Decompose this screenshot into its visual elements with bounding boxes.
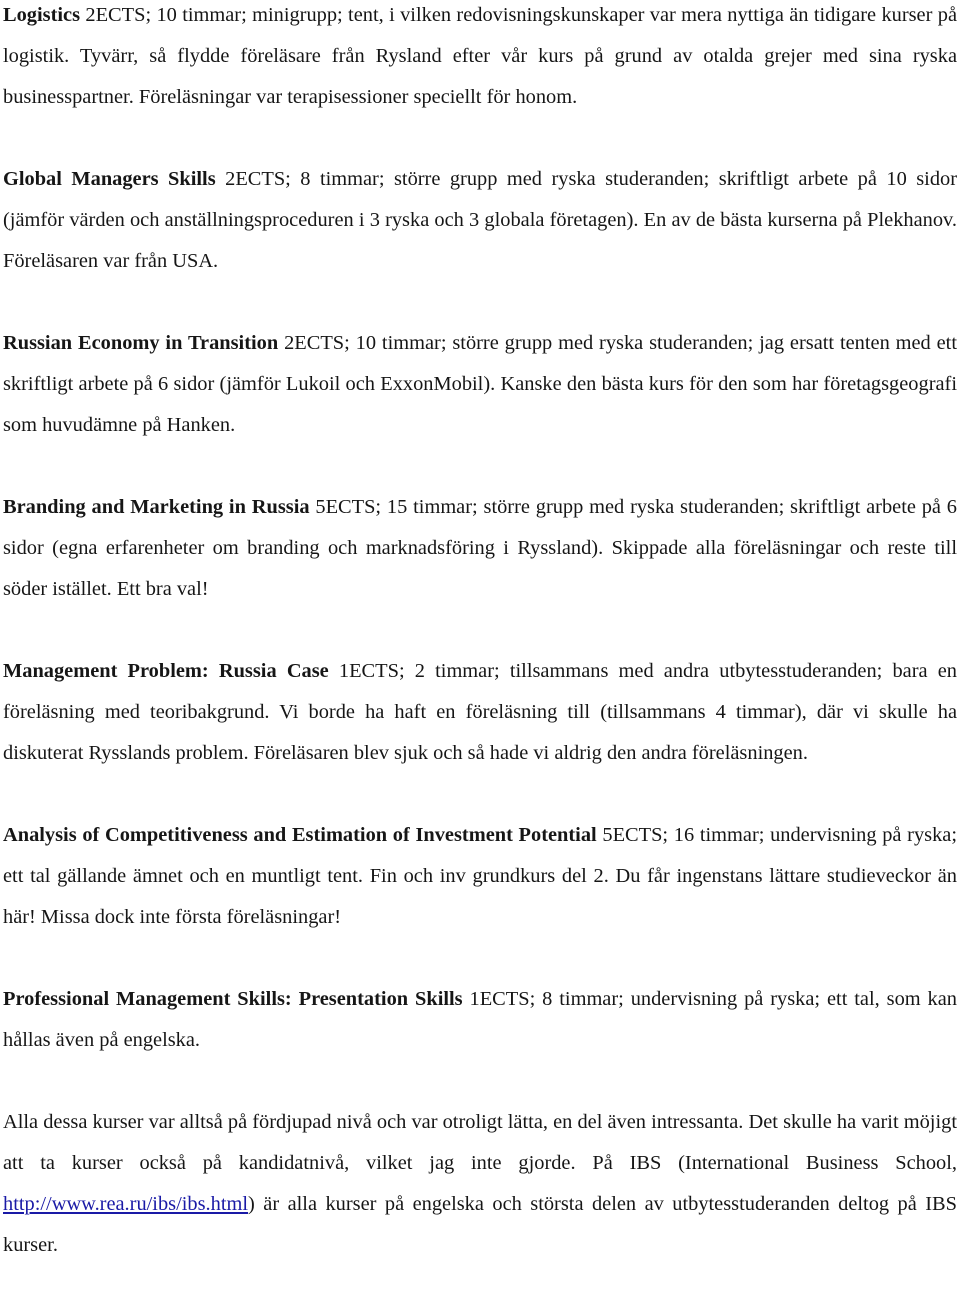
closing-text-after-link: ) är alla kurser på engelska och största delen av utbytesstuderanden deltog på IBS kurser. — [3, 1193, 957, 1256]
course-title: Russian Economy in Transition — [3, 332, 279, 354]
course-description: 5ECTS; 15 timmar; större grupp med ryska studeranden; skriftligt arbete på 6 sidor (egna erfarenheter om branding och marknadsföring i Ryssland). Skippade alla föreläsningar och reste till söder istället. Ett bra val! — [3, 496, 957, 600]
course-paragraph-branding-marketing — [3, 487, 957, 610]
course-description: 2ECTS; 10 timmar; större grupp med ryska studeranden; jag ersatt tenten med ett skriftligt arbete på 6 sidor (jämför Lukoil och ExxonMobil). Kanske den bästa kurs för den som har företagsgeografi som huvudämne på Hanken. — [3, 332, 957, 436]
course-paragraph-competitiveness-analysis — [3, 815, 957, 938]
course-paragraph-russian-economy — [3, 323, 957, 446]
course-description: 1ECTS; 8 timmar; undervisning på ryska; ett tal, som kan hållas även på engelska. — [3, 988, 957, 1051]
course-description: 5ECTS; 16 timmar; undervisning på ryska; ett tal gällande ämnet och en muntligt tent. Fin och inv grundkurs del 2. Du får ingenstans lättare studieveckor än här! Missa dock inte första föreläsningar! — [3, 824, 957, 928]
course-title: Global Managers Skills — [3, 168, 216, 190]
course-title: Professional Management Skills: Presentation Skills — [3, 988, 463, 1010]
closing-text-before-link: Alla dessa kurser var alltså på fördjupad nivå och var otroligt lätta, en del även intressanta. Det skulle ha varit möjigt att ta kurser också på kandidatnivå, vilket jag inte gjorde. På IBS (International Business School, — [3, 1111, 957, 1174]
closing-paragraph — [3, 1102, 957, 1266]
course-title: Branding and Marketing in Russia — [3, 496, 310, 518]
course-title: Logistics — [3, 4, 81, 26]
course-title: Analysis of Competitiveness and Estimation of Investment Potential — [3, 824, 597, 846]
course-paragraph-logistics — [3, 0, 957, 118]
course-paragraph-management-problem — [3, 651, 957, 774]
course-description: 1ECTS; 2 timmar; tillsammans med andra utbytesstuderanden; bara en föreläsning med teoribakgrund. Vi borde ha haft en föreläsning till (tillsammans 4 timmar), där vi skulle ha diskuterat Rysslands problem. Föreläsaren blev sjuk och så hade vi aldrig den andra föreläsningen. — [3, 660, 957, 764]
course-paragraph-global-managers-skills — [3, 159, 957, 282]
course-description: 2ECTS; 8 timmar; större grupp med ryska studeranden; skriftligt arbete på 10 sidor (jämför värden och anställningsproceduren i 3 ryska och 3 globala företagen). En av de bästa kurserna på Plekhanov. Föreläsaren var från USA. — [3, 168, 958, 272]
course-title: Management Problem: Russia Case — [3, 660, 329, 682]
course-paragraph-presentation-skills — [3, 979, 957, 1061]
document-page — [3, 0, 957, 1307]
ibs-link[interactable]: http://www.rea.ru/ibs/ibs.html — [3, 1193, 249, 1215]
course-description: 2ECTS; 10 timmar; minigrupp; tent, i vilken redovisningskunskaper var mera nyttiga än tidigare kurser på logistik. Tyvärr, så flydde föreläsare från Rysland efter vår kurs på grund av otalda grejer med sina ryska businesspartner. Föreläsningar var terapisessioner speciellt för honom. — [3, 4, 957, 108]
